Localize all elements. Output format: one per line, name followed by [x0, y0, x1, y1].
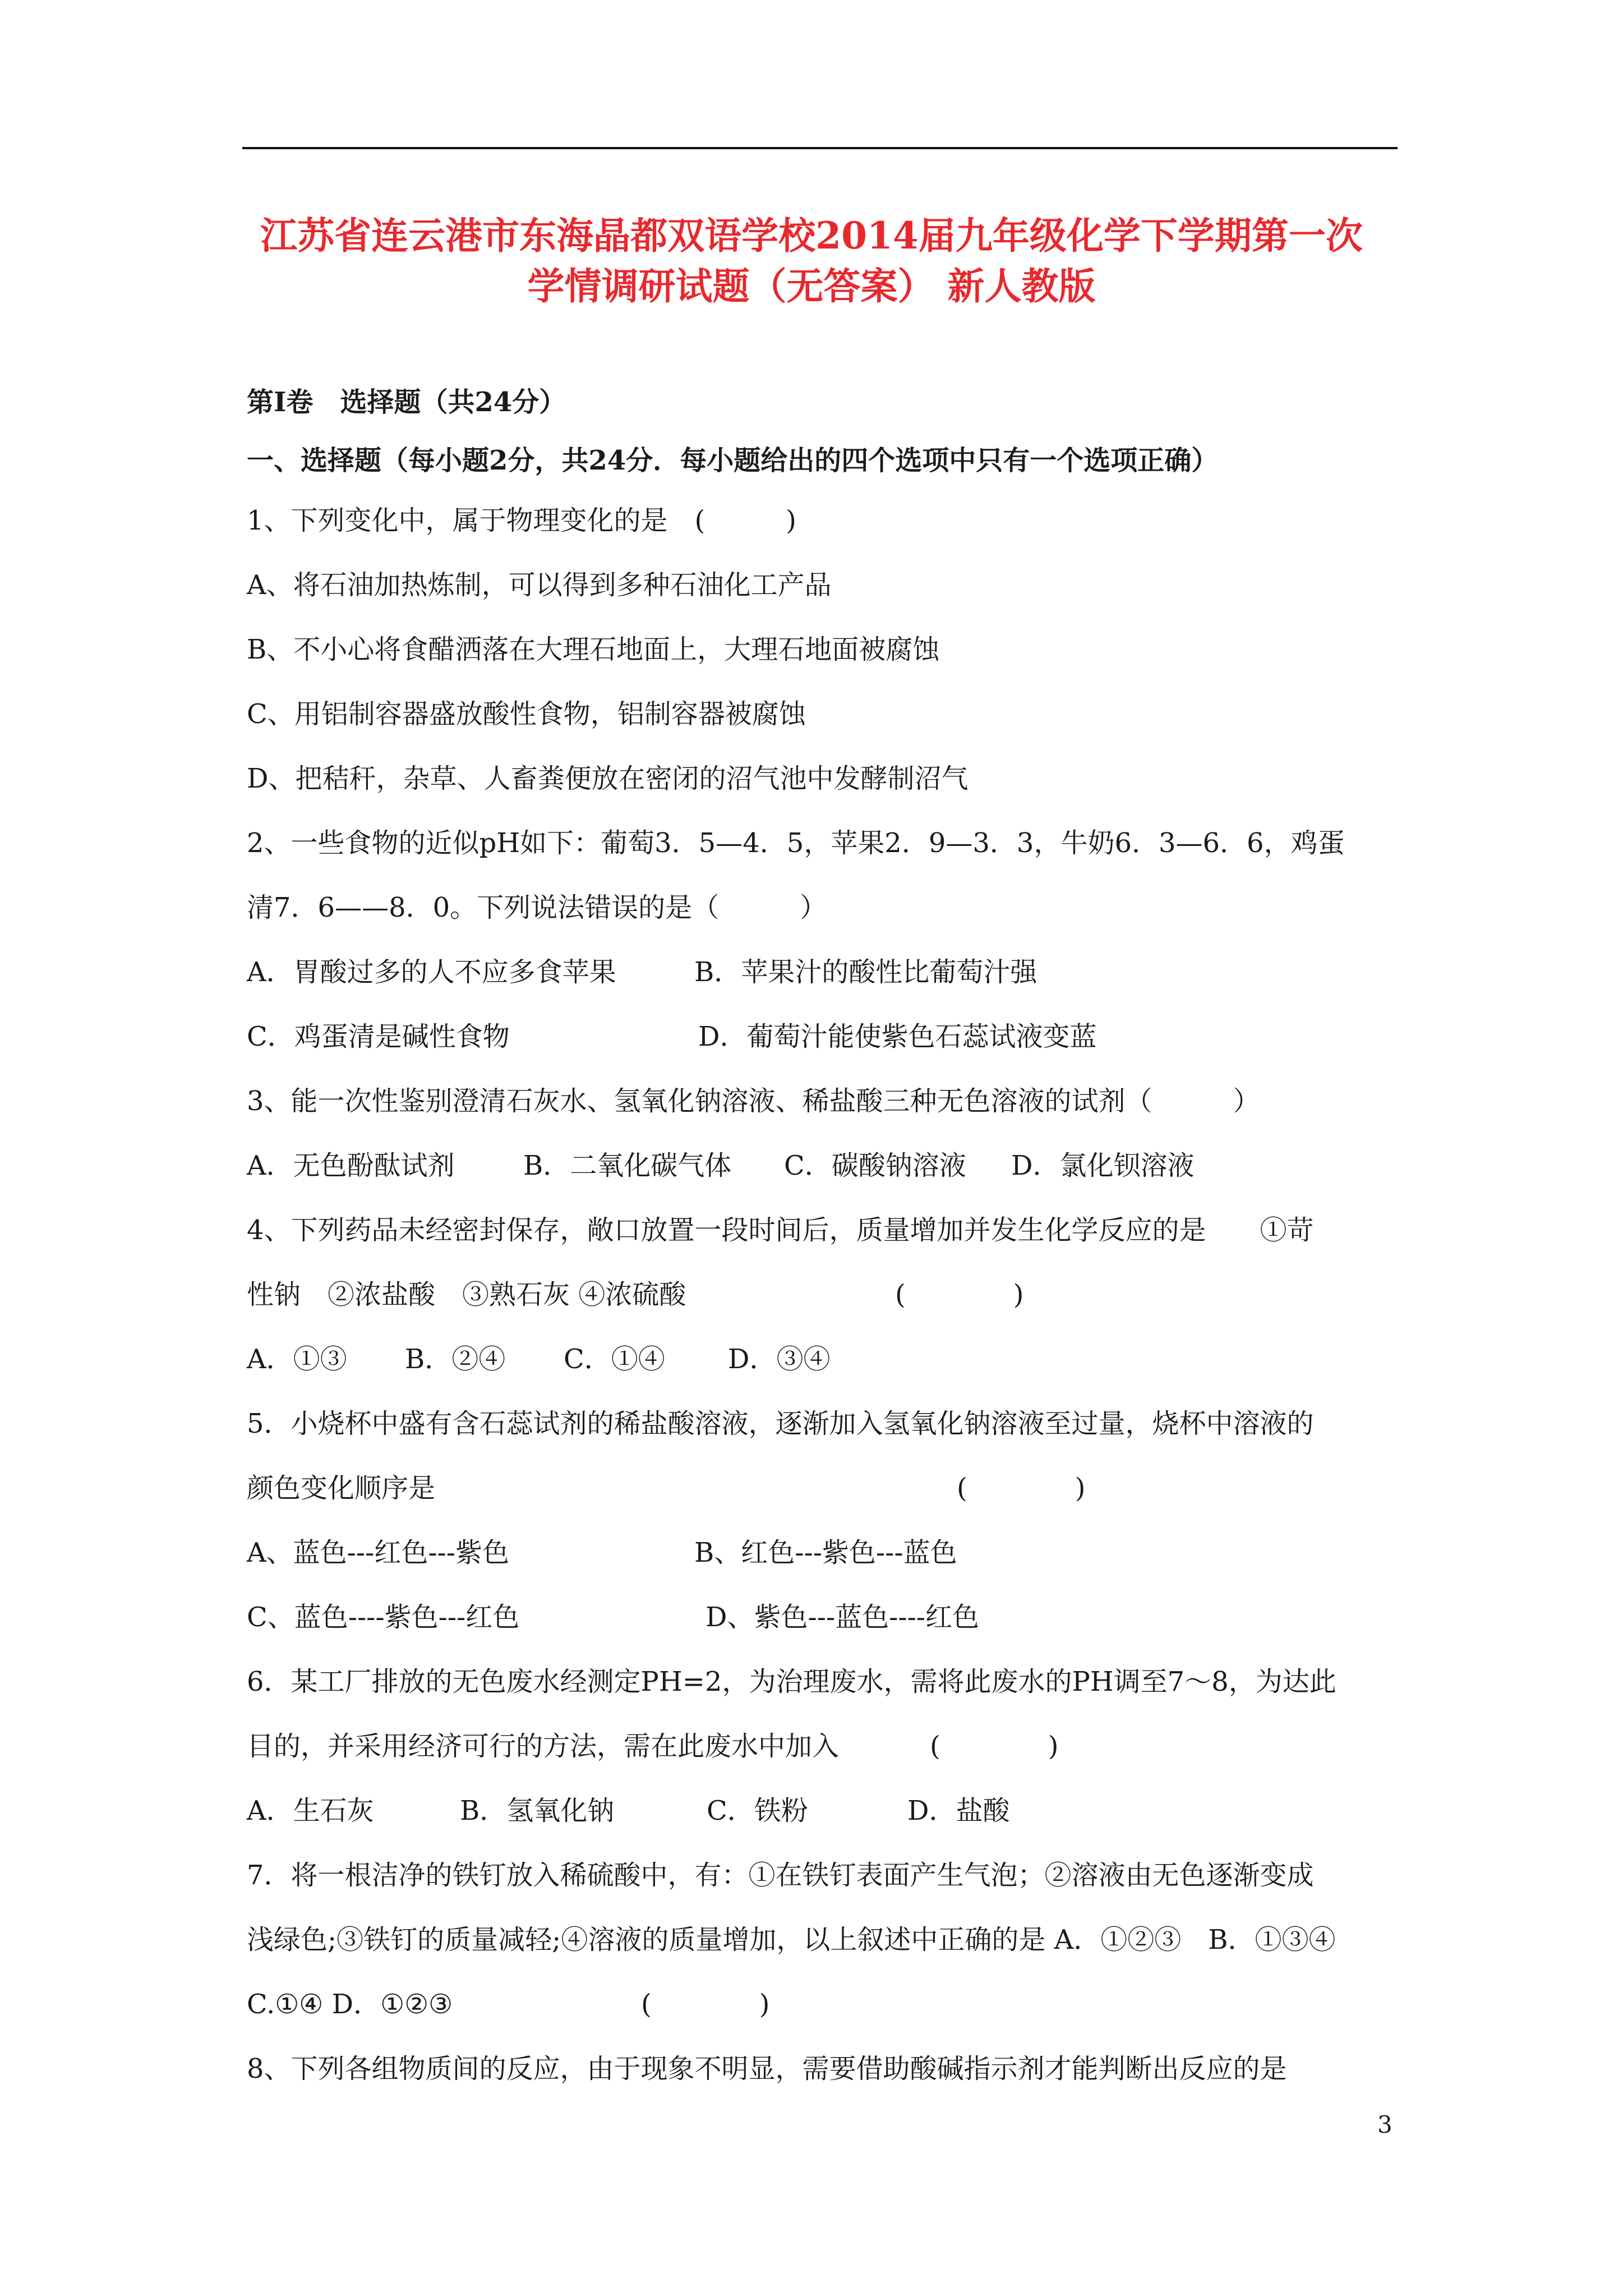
- question-1-option-b: B、不小心将食醋洒落在大理石地面上，大理石地面被腐蚀: [247, 634, 940, 665]
- question-4-answer-paren: ( ): [895, 1279, 1024, 1310]
- header-rule: [242, 147, 1398, 149]
- question-3-stem: 3、能一次性鉴别澄清石灰水、氢氧化钠溶液、稀盐酸三种无色溶液的试剂（ ）: [247, 1085, 1260, 1117]
- question-5-option-d: D、紫色---蓝色----红色: [706, 1602, 980, 1633]
- question-6-stem-line-1: 6．某工厂排放的无色废水经测定PH=2，为治理废水，需将此废水的PH调至7～8，为达此: [247, 1666, 1336, 1697]
- question-1-option-a: A、将石油加热炼制，可以得到多种石油化工产品: [247, 569, 832, 601]
- document-title-line-1: 江苏省连云港市东海晶都双语学校2014届九年级化学下学期第一次: [260, 214, 1363, 257]
- question-6-option-b: B．氢氧化钠: [460, 1795, 615, 1826]
- question-8-stem: 8、下列各组物质间的反应，由于现象不明显，需要借助酸碱指示剂才能判断出反应的是: [247, 2053, 1287, 2085]
- question-5-option-c: C、蓝色----紫色---红色: [247, 1602, 520, 1633]
- question-2-option-c: C．鸡蛋清是碱性食物: [247, 1021, 510, 1052]
- question-2-option-b: B．苹果汁的酸性比葡萄汁强: [694, 956, 1038, 988]
- section-heading: 一、选择题（每小题2分，共24分．每小题给出的四个选项中只有一个选项正确）: [247, 445, 1219, 476]
- question-3-option-b: B．二氧化碳气体: [523, 1150, 732, 1181]
- question-5-option-a: A、蓝色---红色---紫色: [247, 1537, 509, 1568]
- question-1-option-d: D、把秸秆，杂草、人畜粪便放在密闭的沼气池中发酵制沼气: [247, 763, 969, 794]
- question-4-option-c: C．①④: [564, 1343, 665, 1375]
- question-3-option-a: A．无色酚酞试剂: [247, 1150, 455, 1181]
- question-3-option-d: D．氯化钡溶液: [1011, 1150, 1195, 1181]
- question-5-stem-line-1: 5．小烧杯中盛有含石蕊试剂的稀盐酸溶液，逐渐加入氢氧化钠溶液至过量，烧杯中溶液的: [247, 1408, 1314, 1439]
- question-5-option-b: B、红色---紫色---蓝色: [694, 1537, 957, 1568]
- question-1-stem: 1、下列变化中，属于物理变化的是 ( ): [247, 505, 796, 536]
- question-4-option-d: D．③④: [728, 1343, 831, 1375]
- question-2-option-d: D．葡萄汁能使紫色石蕊试液变蓝: [698, 1021, 1097, 1052]
- question-6-option-a: A．生石灰: [247, 1795, 374, 1826]
- question-4-option-b: B．②④: [405, 1343, 506, 1375]
- question-5-answer-paren: ( ): [957, 1473, 1086, 1504]
- question-4-stem-line-2: 性钠 ②浓盐酸 ③熟石灰 ④浓硫酸: [247, 1279, 686, 1310]
- question-6-stem-line-2: 目的，并采用经济可行的方法，需在此废水中加入: [247, 1731, 840, 1762]
- question-4-stem-line-1: 4、下列药品未经密封保存，敞口放置一段时间后，质量增加并发生化学反应的是 ①苛: [247, 1214, 1314, 1246]
- question-3-option-c: C．碳酸钠溶液: [784, 1150, 966, 1181]
- question-7-stem-line-1: 7．将一根洁净的铁钉放入稀硫酸中，有：①在铁钉表面产生气泡；②溶液由无色逐渐变成: [247, 1860, 1314, 1891]
- question-6-option-d: D．盐酸: [907, 1795, 1010, 1826]
- question-6-option-c: C．铁粉: [707, 1795, 808, 1826]
- question-7-stem-line-2: 浅绿色;③铁钉的质量减轻;④溶液的质量增加，以上叙述中正确的是 A．①②③ B．①③④: [247, 1924, 1336, 1955]
- question-6-answer-paren: ( ): [930, 1731, 1059, 1762]
- question-1-option-c: C、用铝制容器盛放酸性食物，铝制容器被腐蚀: [247, 698, 806, 730]
- question-2-stem-line-2: 清7．6——8．0。下列说法错误的是（ ）: [247, 892, 827, 923]
- page-number: 3: [1377, 2111, 1393, 2138]
- question-7-answer-paren: ( ): [641, 1989, 770, 2020]
- part-heading: 第Ⅰ卷 选择题（共24分）: [247, 386, 566, 418]
- document-title-line-2: 学情调研试题（无答案） 新人教版: [527, 264, 1096, 308]
- question-2-stem-line-1: 2、一些食物的近似pH如下：葡萄3．5—4．5，苹果2．9—3．3，牛奶6．3—6．6，鸡蛋: [247, 827, 1345, 859]
- question-5-stem-line-2: 颜色变化顺序是: [247, 1473, 436, 1504]
- question-7-stem-line-3: C.①④ D．①②③: [247, 1989, 453, 2020]
- question-4-option-a: A．①③: [247, 1343, 347, 1375]
- question-2-option-a: A．胃酸过多的人不应多食苹果: [247, 956, 616, 988]
